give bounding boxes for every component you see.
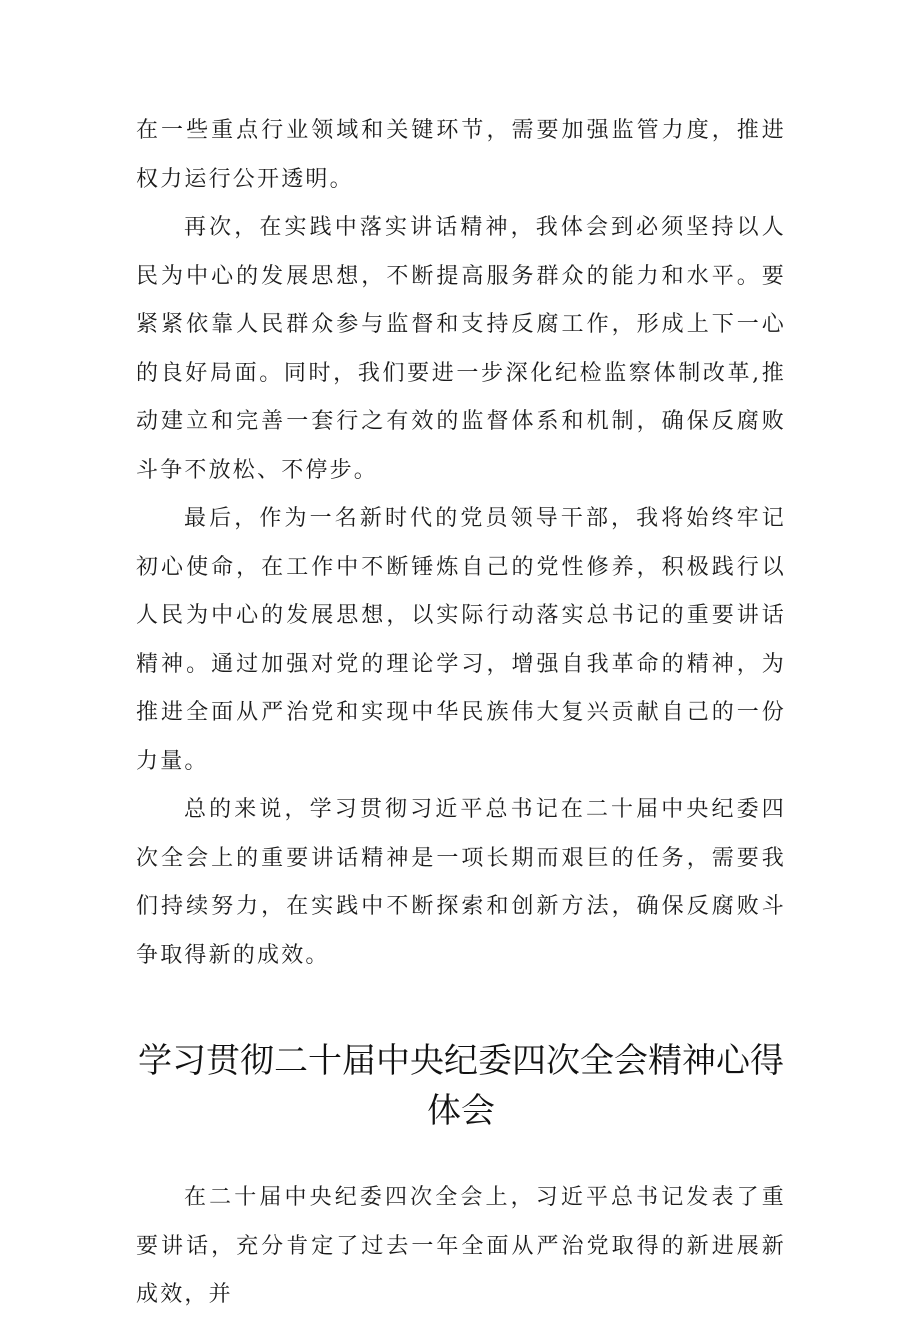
paragraph-intro: 在二十届中央纪委四次全会上，习近平总书记发表了重要讲话，充分肯定了过去一年全面从严治党取得的新进展新成效，并 [136, 1185, 786, 1307]
document-body [136, 107, 786, 1320]
paragraph-continuation: 在一些重点行业领域和关键环节，需要加强监管力度，推进权力运行公开透明。 [136, 118, 786, 192]
section-title: 学习贯彻二十届中央纪委四次全会精神心得体会 [138, 1041, 784, 1131]
paragraph-summary: 总的来说，学习贯彻习近平总书记在二十届中央纪委四次全会上的重要讲话精神是一项长期而艰巨的任务，需要我们持续努力，在实践中不断探索和创新方法，确保反腐败斗争取得新的成效。 [136, 797, 786, 968]
paragraph-practice: 再次，在实践中落实讲话精神，我体会到必须坚持以人民为中心的发展思想，不断提高服务群众的能力和水平。要紧紧依靠人民群众参与监督和支持反腐工作，形成上下一心的良好局面。同时，我们要进一步深化纪检监察体制改革,推动建立和完善一套行之有效的监督体系和机制，确保反腐败斗争不放松、不停步。 [136, 215, 786, 483]
paragraph-finally: 最后，作为一名新时代的党员领导干部，我将始终牢记初心使命，在工作中不断锤炼自己的党性修养，积极践行以人民为中心的发展思想，以实际行动落实总书记的重要讲话精神。通过加强对党的理论学习，增强自我革命的精神，为推进全面从严治党和实现中华民族伟大复兴贡献自己的一份力量。 [136, 506, 786, 774]
